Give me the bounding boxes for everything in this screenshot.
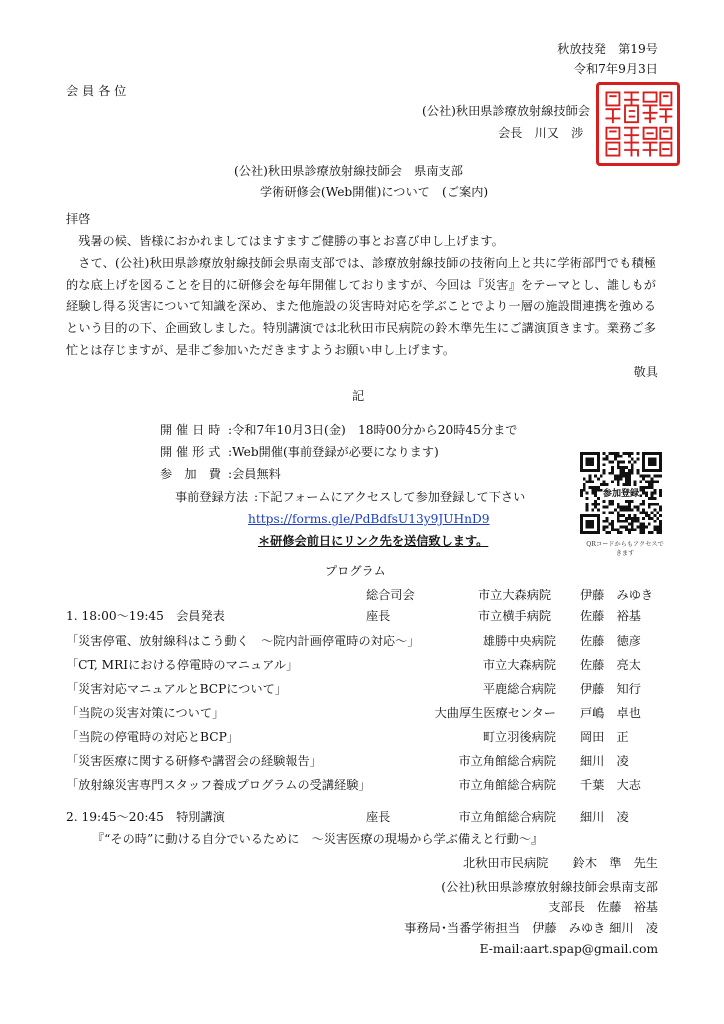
talk-title: 「放射線災害専門スタッフ養成プログラムの受講経験」 — [66, 778, 371, 792]
program-heading: プログラム — [325, 564, 386, 578]
section1-chair-hospital: 市立横手病院 — [478, 609, 552, 623]
talk-speaker: 岡田 正 — [580, 730, 629, 744]
body-text — [66, 231, 656, 362]
title-line-2: 学術研修会(Web開催)について (ご案内) — [260, 185, 489, 199]
section2-chair-role: 座長 — [366, 810, 391, 824]
talk-row — [66, 752, 666, 770]
opening-greeting: 拝啓 — [66, 212, 91, 226]
talk-title: 「災害停電、放射線科はこう動く ～院内計画停電時の対応～」 — [66, 634, 420, 648]
qr-code-pattern — [580, 452, 662, 534]
talk-hospital: 大曲厚生医療センター — [434, 706, 556, 720]
section2-row — [66, 808, 666, 826]
moderator-row — [66, 586, 666, 604]
recipients: 会 員 各 位 — [66, 84, 127, 98]
document-number: 秋放技発 第19号 — [557, 42, 658, 56]
talk-speaker: 佐藤 徳彦 — [580, 634, 641, 648]
qr-label: 参加登録 — [602, 488, 640, 499]
registration-value: :下記フォームにアクセスして参加登録して下さい — [254, 490, 526, 504]
section1-chair-name: 佐藤 裕基 — [580, 609, 641, 623]
talk-speaker: 佐藤 亮太 — [580, 658, 641, 672]
date-label: 開 催 日 時 — [160, 423, 221, 437]
title-line-1: (公社)秋田県診療放射線技師会 県南支部 — [234, 164, 463, 178]
document-date: 令和7年9月3日 — [573, 62, 658, 76]
registration-form-link[interactable]: https://forms.gle/PdBdfsU13y9JUHnD9 — [248, 512, 490, 526]
talk-speaker: 戸嶋 卓也 — [580, 706, 641, 720]
section2-chair-name: 細川 凌 — [580, 810, 629, 824]
paragraph-seasonal-greeting: 残暑の候、皆様におかれましてはますますご健勝の事とお喜び申し上げます。 — [78, 234, 504, 248]
lecture-title: 『“その時”に動ける自分でいるために ～災害医療の現場から学ぶ備えと行動～』 — [92, 832, 544, 846]
talk-hospital: 町立羽後病院 — [482, 730, 556, 744]
moderator-hospital: 市立大森病院 — [478, 588, 552, 602]
talk-row — [66, 728, 666, 746]
talk-speaker: 細川 凌 — [580, 754, 629, 768]
talk-row — [66, 680, 666, 698]
talk-row — [66, 656, 666, 674]
date-value: :令和7年10月3日(金) 18時00分から20時45分まで — [228, 423, 518, 437]
section2-time: 2. 19:45～20:45 特別講演 — [66, 810, 225, 824]
talk-hospital: 市立角館総合病院 — [458, 778, 556, 792]
fee-label: 参 加 費 — [160, 467, 221, 481]
registration-label: 事前登録方法 — [175, 490, 249, 504]
talk-title: 「当院の停電時の対応とBCP」 — [66, 730, 239, 744]
format-label: 開 催 形 式 — [160, 445, 221, 459]
sender-name: 会長 川又 涉 — [498, 126, 584, 140]
footer-office: 事務局･当番学術担当 伊藤 みゆき 細川 凌 — [404, 921, 658, 935]
talk-title: 「当院の災害対策について」 — [66, 706, 225, 720]
talk-title: 「災害対応マニュアルとBCPについて」 — [66, 682, 287, 696]
talk-row — [66, 776, 666, 794]
qr-caption: QRコードからもアクセスできます — [586, 541, 664, 557]
section1-row — [66, 607, 666, 625]
talk-hospital: 平鹿総合病院 — [482, 682, 556, 696]
format-value: :Web開催(事前登録が必要になります) — [228, 445, 439, 459]
talk-row — [66, 632, 666, 650]
paragraph-main: さて、(公社)秋田県診療放射線技師会県南支部では、診療放射線技師の技術向上と共に学術部門でも積極的な底上げを図ることを目的に研修会を毎年開催しておりますが、今回は『災害』をテーマとし、誰しもが経験し得る災害について知識を深め、また他施設の災害時対応を学ぶことでより一層の施設間連携を強めるという目的の下、企画致しました。特別講演では北秋田市民病院の鈴木準先生にご講演頂きます。業務ご多忙とは存じますが、是非ご参加いただきますようお願い申し上げます。 — [66, 255, 656, 357]
talk-speaker: 伊藤 知行 — [580, 682, 641, 696]
section1-time: 1. 18:00～19:45 会員発表 — [66, 609, 225, 623]
fee-value: :会員無料 — [228, 467, 281, 481]
sender-organization: (公社)秋田県診療放射線技師会 — [422, 104, 590, 118]
section2-chair-hospital: 市立角館総合病院 — [458, 810, 556, 824]
talk-hospital: 市立大森病院 — [482, 658, 556, 672]
link-notice: ＊研修会前日にリンク先を送信致します。 — [258, 534, 489, 548]
closing-keigu: 敬具 — [633, 365, 658, 379]
talk-title: 「災害医療に関する研修や講習会の経験報告」 — [66, 754, 322, 768]
ki-marker: 記 — [352, 389, 365, 403]
talk-title: 「CT, MRIにおける停電時のマニュアル」 — [66, 658, 299, 672]
talk-speaker: 千葉 大志 — [580, 778, 641, 792]
qr-code[interactable] — [580, 452, 662, 534]
section1-chair-role: 座長 — [366, 609, 391, 623]
talk-row — [66, 704, 666, 722]
official-seal — [596, 82, 680, 166]
moderator-role: 総合司会 — [366, 588, 415, 602]
seal-glyphs — [599, 85, 677, 163]
lecturer: 北秋田市民病院 鈴木 準 先生 — [463, 856, 658, 870]
footer-branch-head: 支部長 佐藤 裕基 — [548, 900, 658, 914]
talk-hospital: 雄勝中央病院 — [482, 634, 556, 648]
footer-email: E-mail:aart.spap@gmail.com — [479, 942, 658, 956]
footer-organization: (公社)秋田県診療放射線技師会県南支部 — [441, 880, 658, 894]
talk-hospital: 市立角館総合病院 — [458, 754, 556, 768]
moderator-name: 伊藤 みゆき — [580, 588, 654, 602]
